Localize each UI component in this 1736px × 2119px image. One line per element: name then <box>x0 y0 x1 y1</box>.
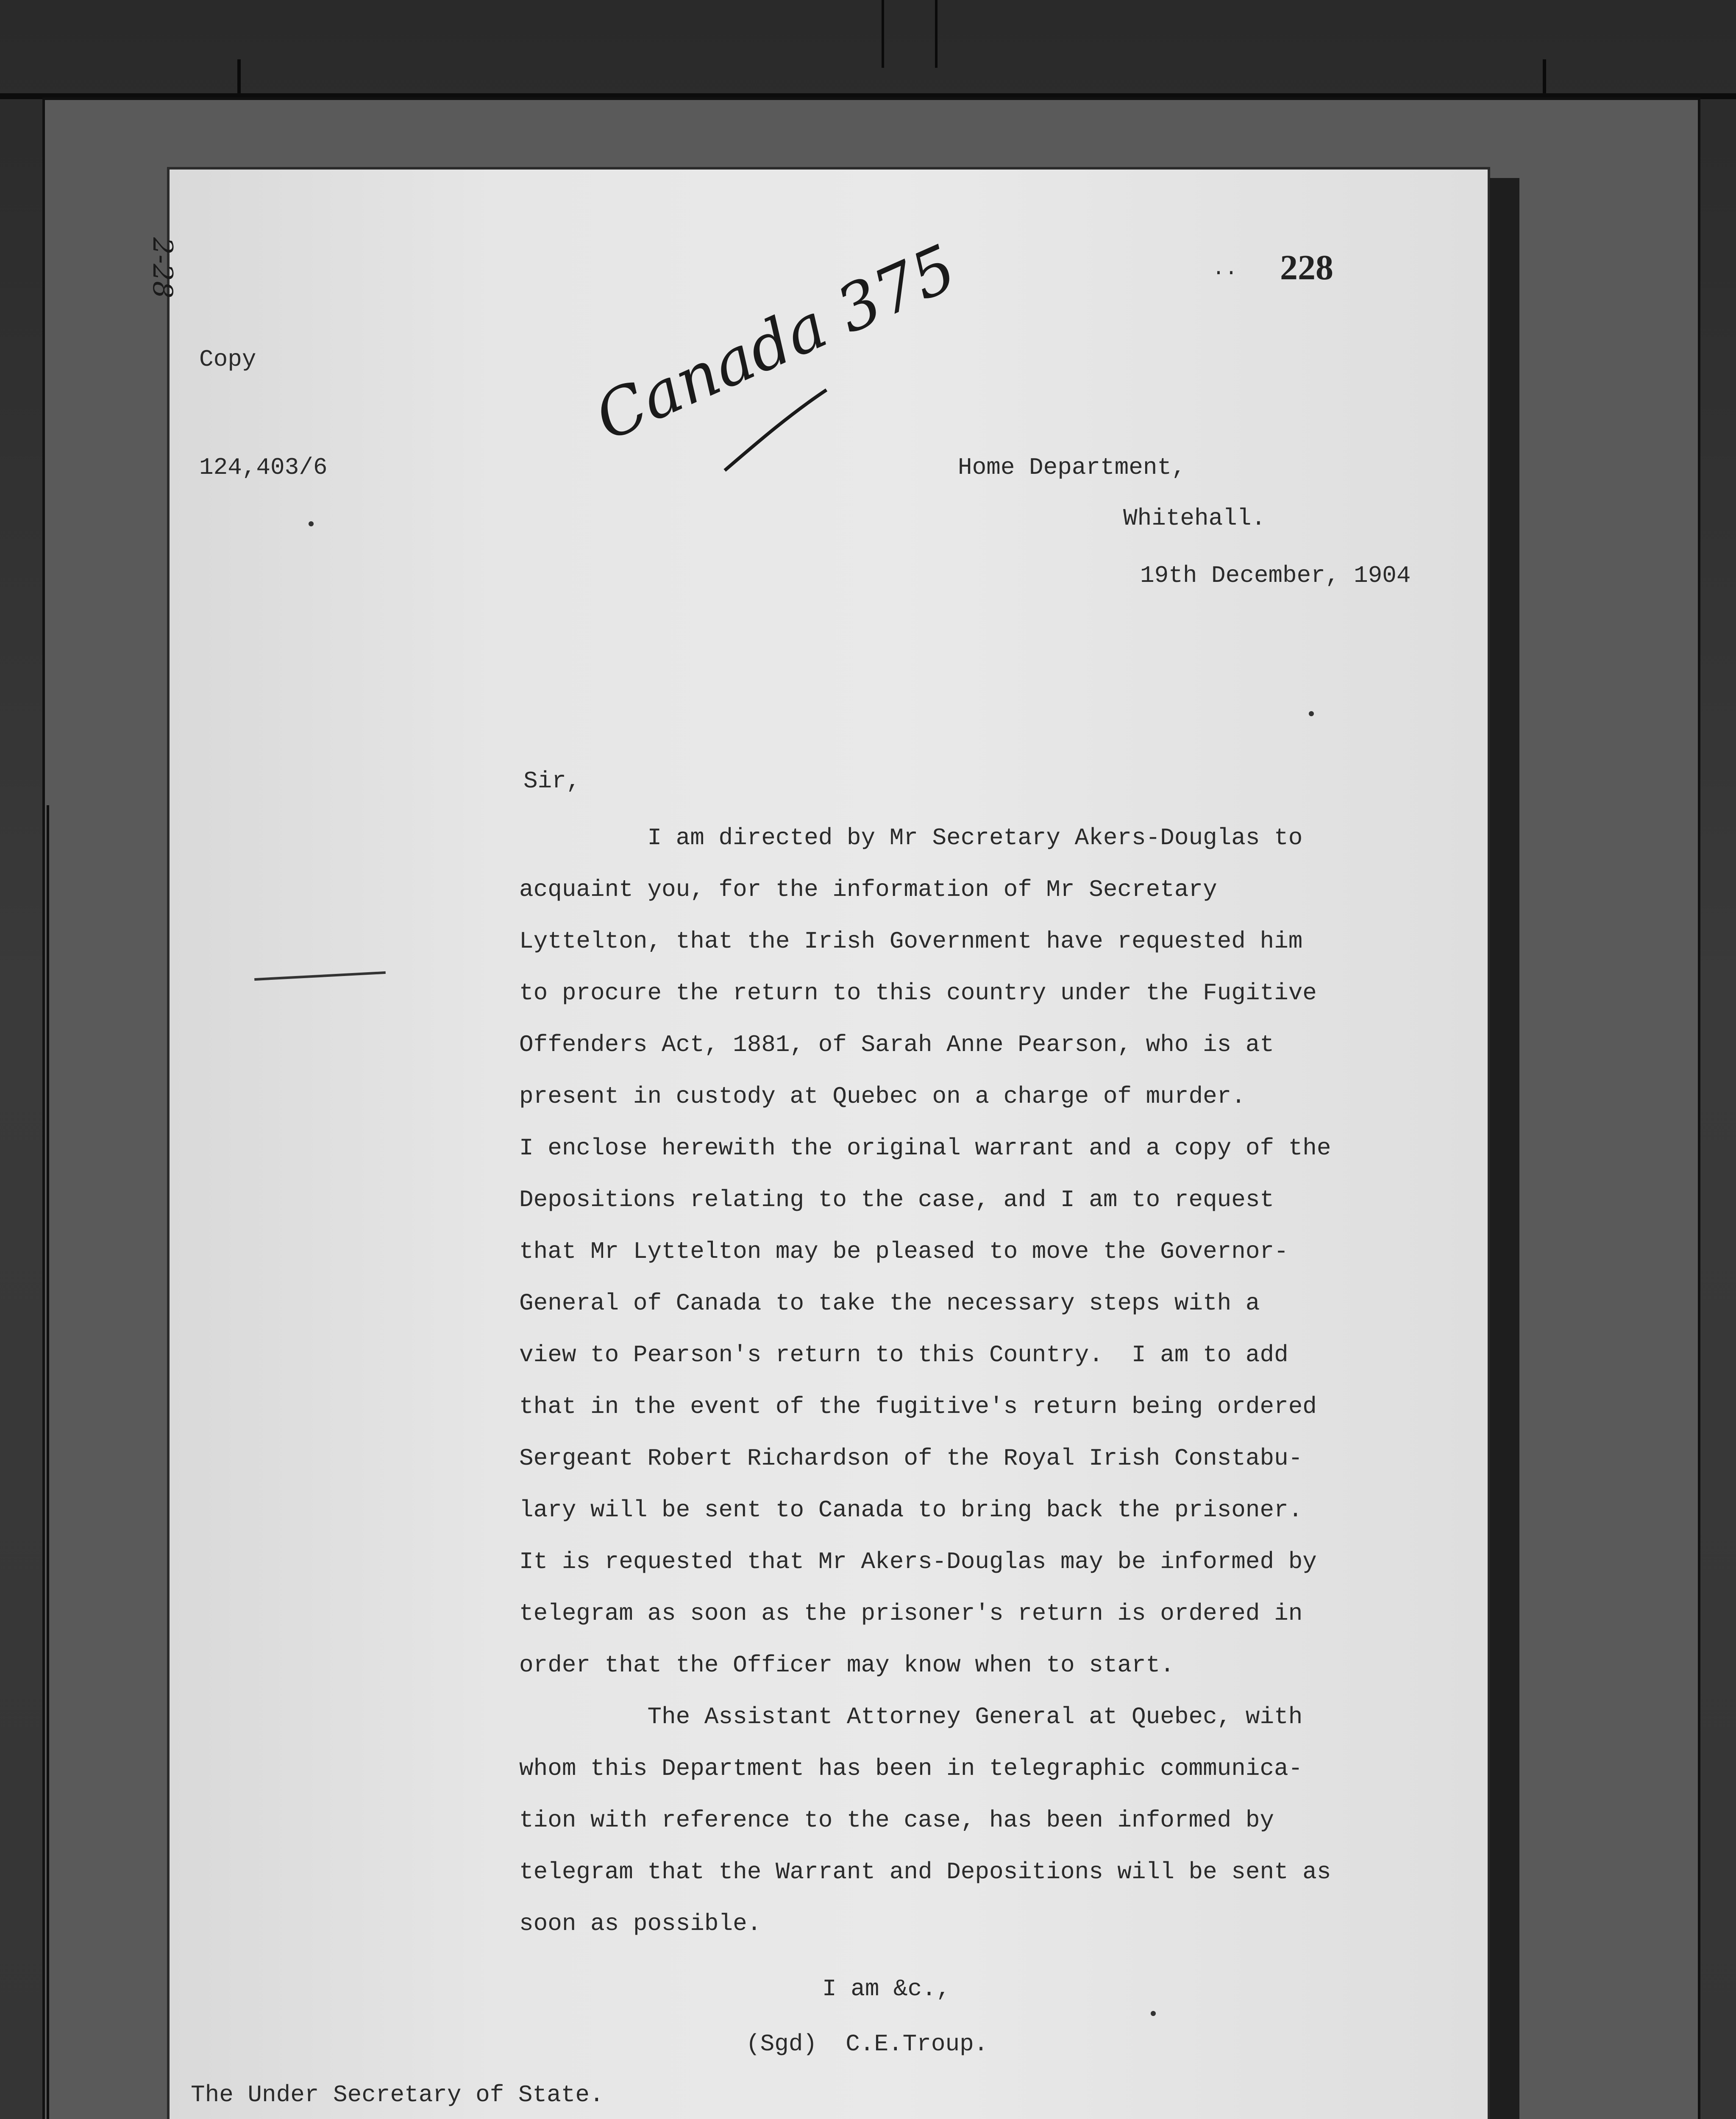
body-line: I am directed by Mr Secretary Akers-Douglas to <box>519 824 1303 851</box>
body-line: It is requested that Mr Akers-Douglas may be informed by <box>519 1548 1317 1575</box>
left-tick-mark <box>237 59 241 97</box>
body-line: view to Pearson's return to this Country. I am to add <box>519 1341 1288 1368</box>
left-edge-line <box>47 805 49 2119</box>
body-line: present in custody at Quebec on a charge of murder. <box>519 1083 1246 1110</box>
body-line: order that the Officer may know when to start. <box>519 1652 1174 1679</box>
body-line: whom this Department has been in telegraphic communica- <box>519 1755 1303 1782</box>
handwritten-underline <box>721 381 831 475</box>
body-line: I enclose herewith the original warrant and a copy of the <box>519 1135 1331 1162</box>
body-line: to procure the return to this country under the Fugitive <box>519 979 1317 1007</box>
copy-label: Copy <box>199 346 256 373</box>
body-line: lary will be sent to Canada to bring back the prisoner. <box>519 1496 1303 1524</box>
body-line: Depositions relating to the case, and I am to request <box>519 1186 1274 1213</box>
page-number-prefix: .. <box>1212 257 1238 281</box>
address-line-2: Whitehall. <box>1123 505 1266 532</box>
body-line: Sergeant Robert Richardson of the Royal Irish Constabu- <box>519 1445 1303 1472</box>
body-line: General of Canada to take the necessary steps with a <box>519 1290 1260 1317</box>
body-line: Lyttelton, that the Irish Government have requested him <box>519 928 1303 955</box>
body-line: that Mr Lyttelton may be pleased to move the Governor- <box>519 1238 1288 1265</box>
top-notch-mark <box>882 0 938 68</box>
letter-date: 19th December, 1904 <box>1140 562 1411 589</box>
body-line: soon as possible. <box>519 1910 762 1937</box>
page-shadow-strip <box>1490 178 1519 2119</box>
body-line: that in the event of the fugitive's return being ordered <box>519 1393 1317 1420</box>
right-tick-mark <box>1543 59 1546 97</box>
ink-dot <box>1309 711 1314 716</box>
page-number: 228 <box>1280 248 1333 287</box>
body-line: Offenders Act, 1881, of Sarah Anne Pearson, who is at <box>519 1031 1274 1058</box>
margin-note: 2-28 <box>147 237 178 298</box>
ink-dot <box>309 521 314 526</box>
addressee-line-1: The Under Secretary of State. <box>191 2081 604 2108</box>
body-line: telegram that the Warrant and Depositions will be sent as <box>519 1858 1331 1885</box>
signature: (Sgd) C.E.Troup. <box>746 2030 988 2058</box>
handwritten-note: Canada 375 <box>584 231 967 455</box>
address-line-1: Home Department, <box>958 454 1186 481</box>
closing: I am &c., <box>822 1975 951 2002</box>
salutation: Sir, <box>523 768 581 795</box>
body-line: telegram as soon as the prisoner's return is ordered in <box>519 1600 1303 1627</box>
body-line: acquaint you, for the information of Mr Secretary <box>519 876 1217 903</box>
reference-number: 124,403/6 <box>199 454 328 481</box>
body-line: The Assistant Attorney General at Quebec, with <box>519 1703 1303 1730</box>
body-line: tion with reference to the case, has been informed by <box>519 1807 1274 1834</box>
ink-dot <box>1151 2011 1156 2016</box>
